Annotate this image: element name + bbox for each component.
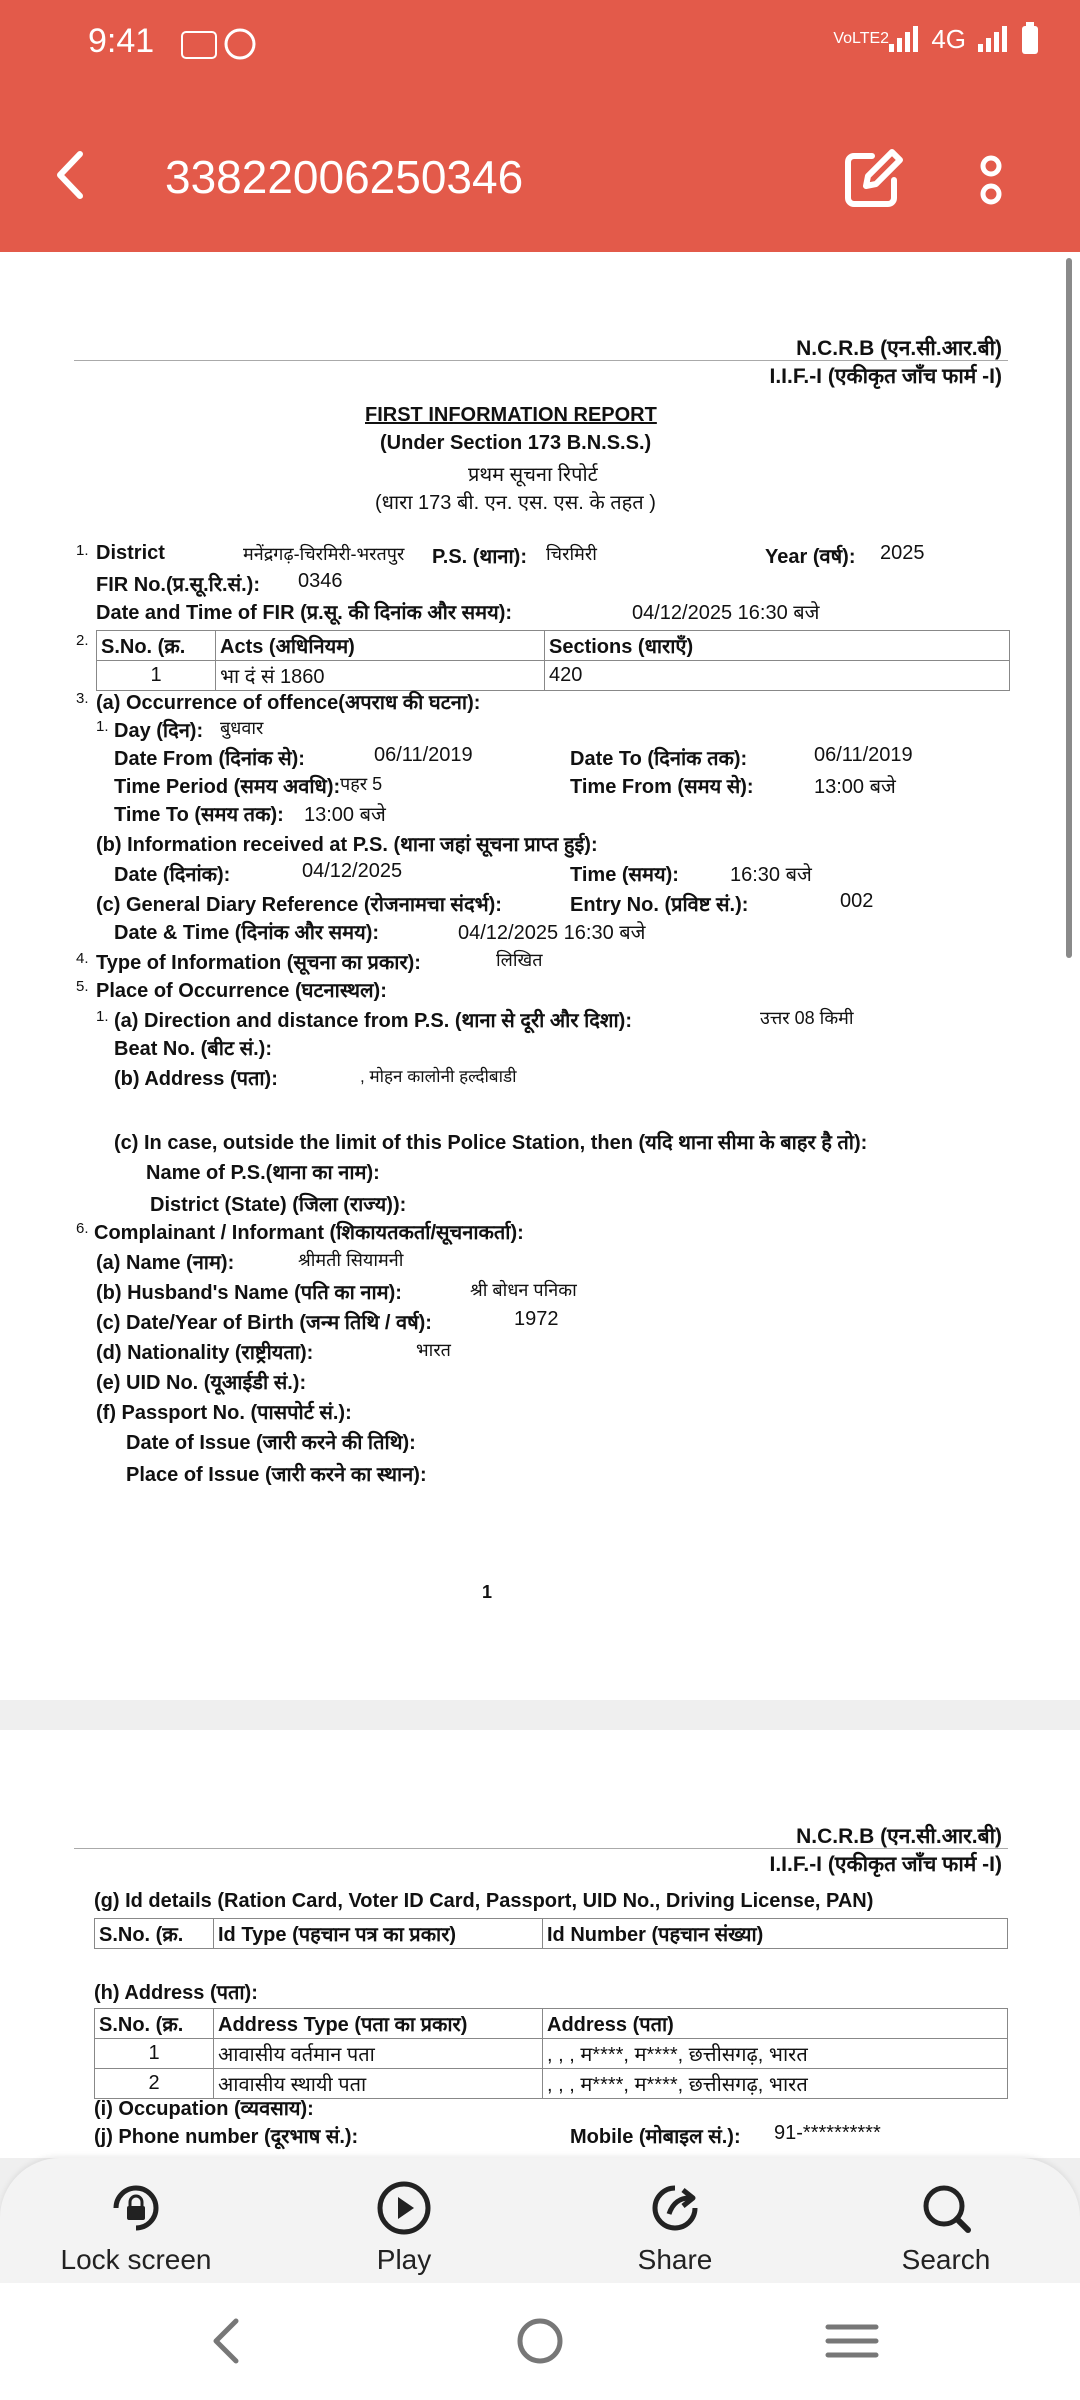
nationality-value: भारत [416,1340,451,1360]
lock-screen-button[interactable] [36,2180,236,2276]
pdf-page-2 [0,1730,1080,2158]
table-cell: , , , म****, म****, छत्तीसगढ़, भारत [543,2039,1008,2069]
bottom-action-bar [0,2158,1080,2283]
date-from-label: Date From (दिनांक से): [114,748,305,770]
status-icons [833,22,1040,56]
share-label: Share [637,2244,713,2275]
status-bar [0,0,1080,90]
toolbar [0,120,1080,240]
direction-value: उत्तर 08 किमी [760,1008,854,1028]
table-header: Id Number (पहचान संख्या) [543,1919,1008,1949]
more-options-button[interactable] [966,144,1016,216]
district-value: मनेंद्रगढ़-चिरमिरी-भरतपुर [243,544,405,564]
table-cell: 420 [545,661,1010,691]
signal-icon-2 [976,24,1010,54]
fir-date-value: 04/12/2025 16:30 बजे [632,602,820,624]
item-number: 1. [76,542,89,559]
item-number: 6. [76,1220,89,1237]
occurrence-label: (a) Occurrence of offence(अपराध की घटना): [96,692,481,714]
year-label: Year (वर्ष): [765,546,856,568]
time-to-label: Time To (समय तक): [114,804,284,826]
table-header: Sections (धाराएँ) [545,631,1010,661]
husband-label: (b) Husband's Name (पति का नाम): [96,1282,402,1304]
dob-value: 1972 [514,1308,559,1330]
time-from-label: Time From (समय से): [570,776,754,798]
report-hindi-section: (धारा 173 बी. एन. एस. एस. के तहत ) [375,492,656,514]
back-arrow-icon [40,140,110,210]
date-value: 04/12/2025 [302,860,403,882]
share-button[interactable] [575,2180,775,2276]
fir-no-label: FIR No.(प्र.सू.रि.सं.): [96,574,260,596]
play-button[interactable] [304,2180,504,2276]
district-state-label: District (State) (जिला (राज्य)): [150,1194,407,1216]
nationality-label: (d) Nationality (राष्ट्रीयता): [96,1342,314,1364]
beat-no-label: Beat No. (बीट सं.): [114,1038,272,1060]
ps-label: P.S. (थाना): [432,546,527,568]
dob-label: (c) Date/Year of Birth (जन्म तिथि / वर्ष): [96,1312,432,1334]
day-value: बुधवार [220,718,264,738]
table-cell: भा दं सं 1860 [216,661,545,691]
phone-label: (j) Phone number (दूरभाष सं.): [94,2126,359,2148]
time-period-value: पहर 5 [340,774,383,794]
ps-value: चिरमिरी [546,544,597,564]
item-number: 2. [76,632,89,649]
id-details-label: (g) Id details (Ration Card, Voter ID Card, Passport, UID No., Driving License, PAN) [94,1890,874,1912]
address-label: (b) Address (पता): [114,1068,278,1090]
nav-recents-icon[interactable] [822,2311,882,2371]
table-row [95,2039,1008,2069]
day-label: Day (दिन): [114,720,204,742]
table-cell: , , , म****, म****, छत्तीसगढ़, भारत [543,2069,1008,2099]
nav-back-icon[interactable] [198,2311,258,2371]
entry-no-label: Entry No. (प्रविष्ट सं.): [570,894,749,916]
play-label: Play [376,2244,432,2275]
share-icon [647,2180,703,2236]
gd-datetime-value: 04/12/2025 16:30 बजे [458,922,646,944]
lock-screen-label: Lock screen [60,2244,212,2275]
address-section-label: (h) Address (पता): [94,1982,258,2004]
network-type: 4G [931,23,966,54]
edit-icon [842,148,904,210]
battery-icon [1020,22,1040,56]
item-number: 1. [96,718,109,735]
fir-date-label: Date and Time of FIR (प्र.सू. की दिनांक और समय): [96,602,513,624]
address-value: , मोहन कालोनी हल्दीबाडी [360,1067,517,1086]
item-number: 1. [96,1008,109,1025]
table-header: S.No. (क्र. [95,2009,214,2039]
iif-header: I.I.F.-I (एकीकृत जाँच फार्म -I) [769,1853,1002,1876]
signal-icon [887,24,921,54]
status-time: 9:41 [88,22,155,60]
pdf-page-1 [0,252,1080,1700]
table-cell: 1 [97,661,216,691]
back-button[interactable] [40,140,110,210]
table-header: Id Type (पहचान पत्र का प्रकार) [214,1919,543,1949]
table-cell: आवासीय वर्तमान पता [214,2039,543,2069]
husband-value: श्री बोधन पनिका [470,1280,577,1300]
item-number: 4. [76,950,89,967]
item-number: 5. [76,978,89,995]
gd-datetime-label: Date & Time (दिनांक और समय): [114,922,380,944]
report-under-section: (Under Section 173 B.N.S.S.) [380,432,652,454]
fir-no-value: 0346 [298,570,343,592]
address-table [94,2008,1008,2099]
time-to-value: 13:00 बजे [304,804,386,826]
complainant-label: Complainant / Informant (शिकायतकर्ता/सूचनाकर्ता): [94,1222,524,1244]
divider [74,360,1008,361]
search-label: Search [901,2244,991,2275]
app-notification-icon [180,24,260,69]
time-from-value: 13:00 बजे [814,776,896,798]
play-icon [376,2180,432,2236]
date-label: Date (दिनांक): [114,864,231,886]
gd-reference-label: (c) General Diary Reference (रोजनामचा संदर्भ): [96,894,502,916]
ncrb-header: N.C.R.B (एन.सी.आर.बी) [796,1825,1002,1848]
uid-label: (e) UID No. (यूआईडी सं.): [96,1372,307,1394]
table-cell: आवासीय स्थायी पता [214,2069,543,2099]
date-from-value: 06/11/2019 [374,744,473,766]
iif-header: I.I.F.-I (एकीकृत जाँच फार्म -I) [769,365,1002,388]
year-value: 2025 [880,542,925,564]
edit-button[interactable] [842,148,904,210]
place-label: Place of Occurrence (घटनास्थल): [96,980,387,1002]
outside-limit-label: (c) In case, outside the limit of this Police Station, then (यदि थाना सीमा के बाहर है तो): [114,1132,868,1154]
scrollbar[interactable] [1066,258,1072,958]
date-to-label: Date To (दिनांक तक): [570,748,748,770]
report-title: FIRST INFORMATION REPORT [365,404,657,426]
item-number: 3. [76,690,89,707]
report-hindi-title: प्रथम सूचना रिपोर्ट [468,464,598,486]
table-header-row [95,2009,1008,2039]
direction-label: (a) Direction and distance from P.S. (थाना से दूरी और दिशा): [114,1010,632,1032]
info-received-label: (b) Information received at P.S. (थाना जहां सूचना प्राप्त हुई): [96,834,598,856]
issue-place-label: Place of Issue (जारी करने का स्थान): [126,1464,427,1486]
district-label: District [96,542,165,564]
name-label: (a) Name (नाम): [96,1252,235,1274]
table-row [97,661,1010,691]
page-number: 1 [482,1582,493,1602]
search-icon [918,2180,974,2236]
table-header: S.No. (क्र. [97,631,216,661]
app-bar [0,0,1080,252]
divider [74,1848,1008,1849]
date-to-value: 06/11/2019 [814,744,913,766]
table-header-row [97,631,1010,661]
document-title: 33822006250346 [165,151,524,203]
table-cell: 1 [95,2039,214,2069]
table-header: Acts (अधिनियम) [216,631,545,661]
id-table [94,1918,1008,1949]
table-header-row [95,1919,1008,1949]
name-value: श्रीमती सियामनी [298,1250,404,1270]
occupation-label: (i) Occupation (व्यवसाय): [94,2098,314,2120]
table-header: Address (पता) [543,2009,1008,2039]
time-period-label: Time Period (समय अवधि): [114,776,341,798]
mobile-value: 91-********** [774,2122,881,2144]
ps-name-label: Name of P.S.(थाना का नाम): [146,1162,380,1184]
time-value: 16:30 बजे [730,864,812,886]
issue-date-label: Date of Issue (जारी करने की तिथि): [126,1432,416,1454]
entry-no-value: 002 [840,890,874,912]
volte-label: VoLTE2 [833,30,890,47]
search-button[interactable] [846,2180,1046,2276]
passport-label: (f) Passport No. (पासपोर्ट सं.): [96,1402,352,1424]
ncrb-header: N.C.R.B (एन.सी.आर.बी) [796,337,1002,360]
mobile-label: Mobile (मोबाइल सं.): [570,2126,741,2148]
nav-home-icon[interactable] [510,2311,570,2371]
table-header: S.No. (क्र. [95,1919,214,1949]
table-cell: 2 [95,2069,214,2099]
table-header: Address Type (पता का प्रकार) [214,2009,543,2039]
system-nav-bar [0,2283,1080,2400]
more-vert-icon [966,144,1016,216]
info-type-value: लिखित [496,950,543,970]
info-type-label: Type of Information (सूचना का प्रकार): [96,952,421,974]
lock-rotate-icon [108,2180,164,2236]
time-label: Time (समय): [570,864,679,886]
acts-table [96,630,1010,691]
